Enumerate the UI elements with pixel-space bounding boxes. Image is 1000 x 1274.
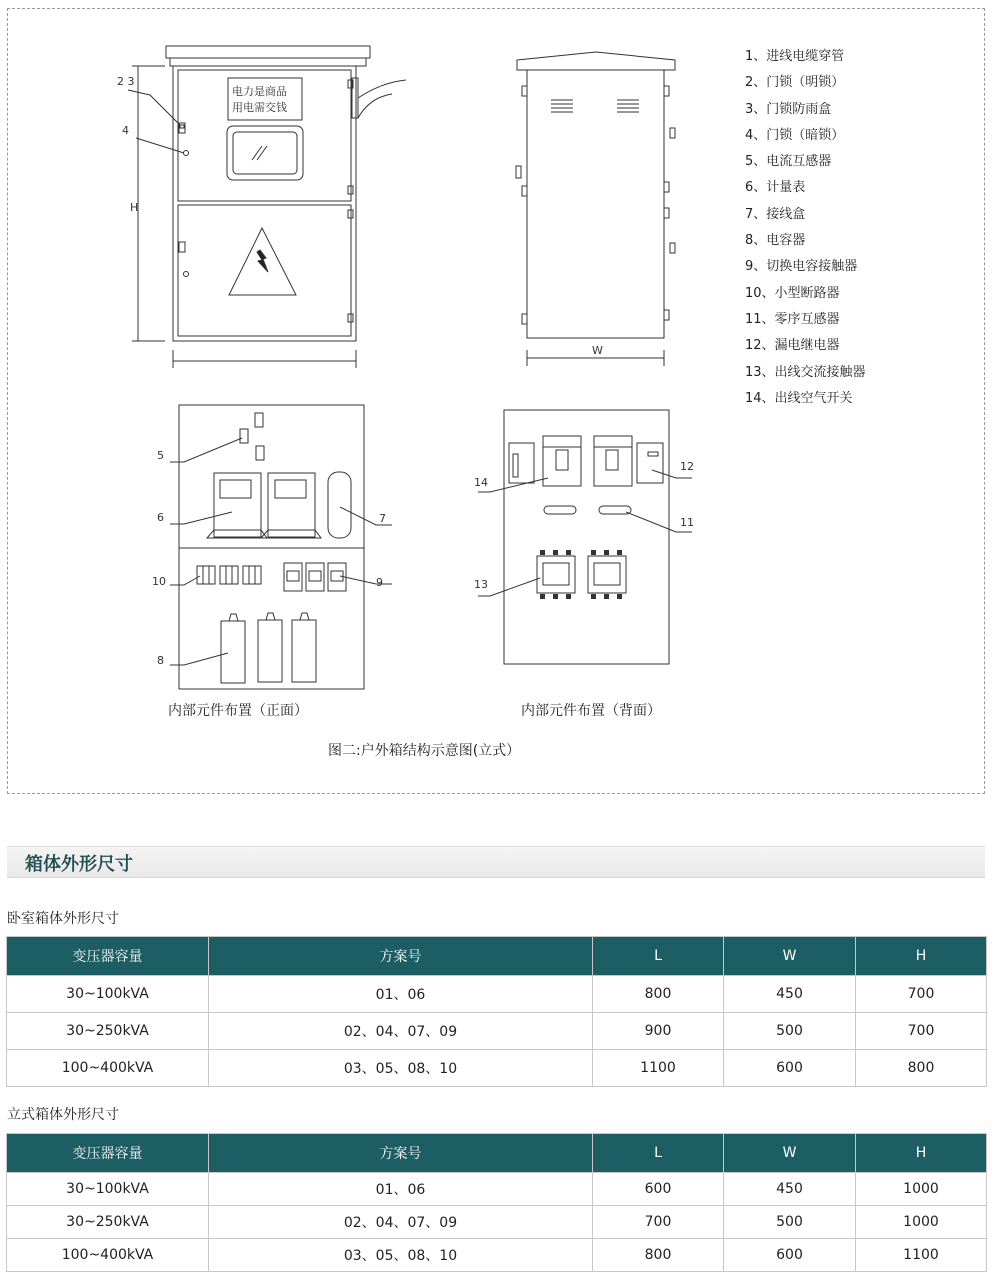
cell: 450 <box>724 976 856 1013</box>
caption-front-layout: 内部元件布置（正面） <box>168 703 308 719</box>
table-row <box>7 1050 987 1087</box>
legend-item: 12、漏电继电器 <box>745 338 840 354</box>
header-l: L <box>593 1134 724 1173</box>
cell: 1000 <box>856 1173 987 1206</box>
header-w: W <box>724 1134 856 1173</box>
cell: 600 <box>593 1173 724 1206</box>
callout-4: 4 <box>122 124 129 137</box>
cell: 700 <box>856 976 987 1013</box>
callout-12: 12 <box>680 460 694 473</box>
cell: 600 <box>724 1050 856 1087</box>
cell: 02、04、07、09 <box>209 1206 593 1239</box>
dimension-h-label: H <box>130 201 139 214</box>
cell: 800 <box>593 976 724 1013</box>
dimensions-table-horizontal <box>6 936 987 1087</box>
cell: 30~250kVA <box>7 1206 209 1239</box>
callout-8: 8 <box>157 654 164 667</box>
callout-13: 13 <box>474 578 488 591</box>
sign-line2: 用电需交钱 <box>232 101 287 114</box>
cell: 30~100kVA <box>7 976 209 1013</box>
back-internal-layout <box>478 410 692 664</box>
caption-back-layout: 内部元件布置（背面） <box>521 703 661 719</box>
table-row <box>7 976 987 1013</box>
dimensions-table-vertical <box>6 1133 987 1272</box>
table-row <box>7 1173 987 1206</box>
callout-10: 10 <box>152 575 166 588</box>
header-capacity: 变压器容量 <box>7 1134 209 1173</box>
legend-item: 7、接线盒 <box>745 206 806 222</box>
cell: 450 <box>724 1173 856 1206</box>
cell: 900 <box>593 1013 724 1050</box>
callout-2-3: 2 3 <box>117 75 135 88</box>
callout-11: 11 <box>680 516 694 529</box>
cell: 1000 <box>856 1206 987 1239</box>
legend-item: 2、门锁（明锁） <box>745 75 845 91</box>
legend-item: 14、出线空气开关 <box>745 390 853 406</box>
figure-caption: 图二:户外箱结构示意图(立式） <box>328 743 521 759</box>
front-internal-layout <box>170 405 392 689</box>
table-header-row <box>7 937 987 976</box>
cell: 02、04、07、09 <box>209 1013 593 1050</box>
cell: 800 <box>856 1050 987 1087</box>
legend-item: 13、出线交流接触器 <box>745 364 866 380</box>
header-scheme: 方案号 <box>209 1134 593 1173</box>
callout-6: 6 <box>157 511 164 524</box>
cell: 700 <box>593 1206 724 1239</box>
section-title: 箱体外形尺寸 <box>25 854 133 875</box>
legend-item: 3、门锁防雨盒 <box>745 101 832 117</box>
header-scheme: 方案号 <box>209 937 593 976</box>
callout-14: 14 <box>474 476 488 489</box>
cell: 01、06 <box>209 976 593 1013</box>
side-elevation <box>516 52 675 366</box>
table-row <box>7 1206 987 1239</box>
cell: 30~250kVA <box>7 1013 209 1050</box>
callout-5: 5 <box>157 449 164 462</box>
header-h: H <box>856 1134 987 1173</box>
cell: 1100 <box>856 1239 987 1272</box>
legend-item: 10、小型断路器 <box>745 285 840 301</box>
cell: 800 <box>593 1239 724 1272</box>
cell: 1100 <box>593 1050 724 1087</box>
sign-line1: 电力是商品 <box>232 85 287 98</box>
header-h: H <box>856 937 987 976</box>
cell: 03、05、08、10 <box>209 1239 593 1272</box>
cell: 500 <box>724 1206 856 1239</box>
vents <box>551 100 639 112</box>
cell: 01、06 <box>209 1173 593 1206</box>
callout-9: 9 <box>376 576 383 589</box>
table-title-vertical: 立式箱体外形尺寸 <box>7 1107 119 1123</box>
legend-item: 8、电容器 <box>745 233 806 249</box>
header-capacity: 变压器容量 <box>7 937 209 976</box>
table-title-horizontal: 卧室箱体外形尺寸 <box>7 911 119 927</box>
cell: 03、05、08、10 <box>209 1050 593 1087</box>
component-legend <box>745 44 866 412</box>
legend-item: 5、电流互感器 <box>745 154 832 170</box>
table-row <box>7 1239 987 1272</box>
cell: 100~400kVA <box>7 1050 209 1087</box>
cell: 600 <box>724 1239 856 1272</box>
section-header <box>7 846 985 878</box>
table-row <box>7 1013 987 1050</box>
legend-item: 9、切换电容接触器 <box>745 259 858 275</box>
dimension-w-label: W <box>592 344 603 357</box>
header-w: W <box>724 937 856 976</box>
legend-item: 4、门锁（暗锁） <box>745 127 845 143</box>
header-l: L <box>593 937 724 976</box>
legend-item: 11、零序互感器 <box>745 311 840 327</box>
legend-item: 1、进线电缆穿管 <box>745 49 845 64</box>
cell: 500 <box>724 1013 856 1050</box>
cell: 100~400kVA <box>7 1239 209 1272</box>
table-header-row <box>7 1134 987 1173</box>
cell: 30~100kVA <box>7 1173 209 1206</box>
callout-7: 7 <box>379 512 386 525</box>
cell: 700 <box>856 1013 987 1050</box>
legend-item: 6、计量表 <box>745 180 806 196</box>
